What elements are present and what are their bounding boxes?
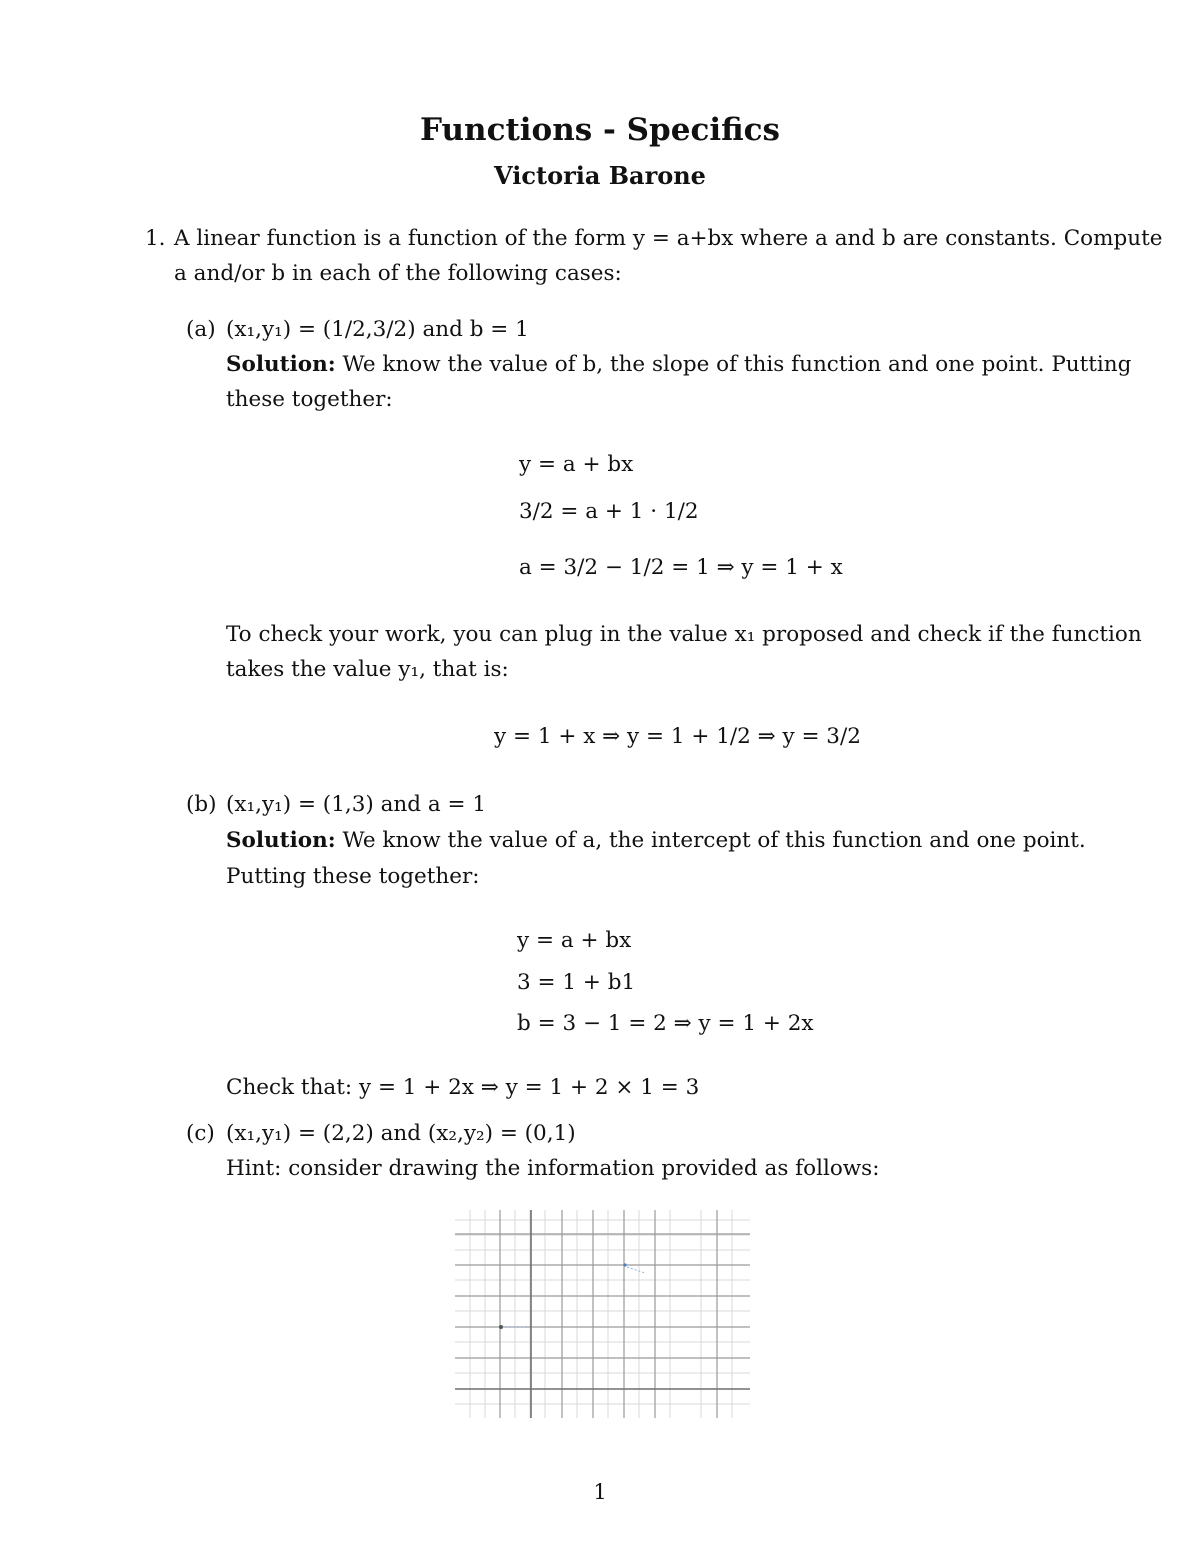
part-a-label: (a) [186,317,216,342]
author-name: Victoria Barone [494,161,706,190]
page-number: 1 [593,1480,607,1504]
grid-graph-sketch [455,1210,750,1418]
part-b-eq1: y = a + bx [517,928,632,953]
part-b-solution-line2: Putting these together: [226,864,480,889]
part-c-label: (c) [186,1121,215,1146]
page-title: Functions - Specifics [420,112,780,148]
part-a-condition: (x₁,y₁) = (1/2,3/2) and b = 1 [226,317,529,342]
part-b-label: (b) [186,792,217,817]
part-a-check-line2: takes the value y₁, that is: [226,657,509,682]
part-c-condition: (x₁,y₁) = (2,2) and (x₂,y₂) = (0,1) [226,1121,576,1146]
part-b-solution-line1: We know the value of a, the intercept of this function and one point. [342,828,1086,853]
part-a-solution-row [226,350,1131,380]
problem-number: 1. [145,226,166,251]
problem-intro-line1: A linear function is a function of the form y = a+bx where a and b are constants. Compute [174,226,1163,251]
part-a-solution-line1: We know the value of b, the slope of this function and one point. Putting [342,352,1132,377]
problem-intro-line2: a and/or b in each of the following cases: [174,261,622,286]
part-b-check-label: Check that: [226,1075,353,1100]
part-a-check-line1: To check your work, you can plug in the value x₁ proposed and check if the function [226,622,1142,647]
part-a-solution-label: Solution: [226,352,336,377]
part-b-check-eq: y = 1 + 2x ⇒ y = 1 + 2 × 1 = 3 [358,1075,700,1100]
part-a-eq2: 3/2 = a + 1 · 1/2 [519,499,699,524]
part-a-eq1: y = a + bx [519,452,634,477]
part-b-condition: (x₁,y₁) = (1,3) and a = 1 [226,792,487,817]
part-b-solution-row [226,826,1086,856]
part-a-solution-line2: these together: [226,387,393,412]
part-b-solution-label: Solution: [226,828,336,853]
part-a-check-eq: y = 1 + x ⇒ y = 1 + 1/2 ⇒ y = 3/2 [494,724,861,749]
part-b-check-row [226,1073,699,1103]
part-c-hint: Hint: consider drawing the information provided as follows: [226,1156,880,1181]
part-b-eq3: b = 3 − 1 = 2 ⇒ y = 1 + 2x [517,1011,814,1036]
part-b-eq2: 3 = 1 + b1 [517,970,636,995]
part-a-eq3: a = 3/2 − 1/2 = 1 ⇒ y = 1 + x [519,555,843,580]
